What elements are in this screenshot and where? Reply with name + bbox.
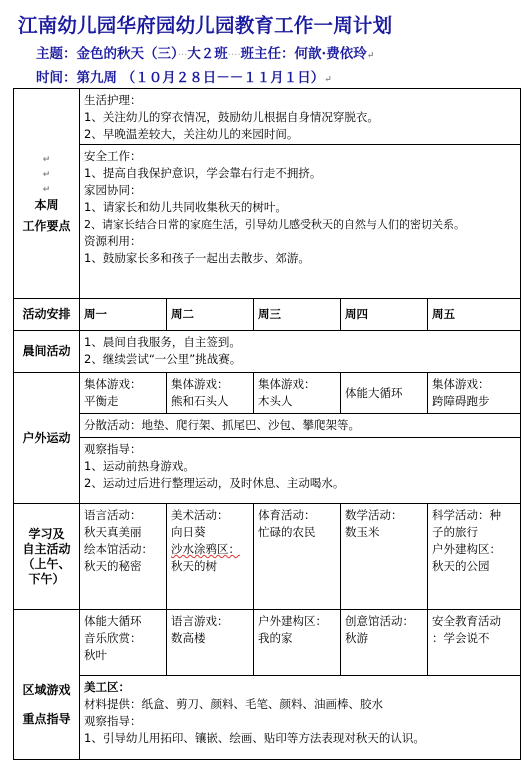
time-value: 第九周 （１０月２８日－－１１月１日） — [76, 70, 325, 86]
theme-value: 金色的秋天（三） — [76, 46, 178, 62]
outdoor-game-thu: 体能大循环 — [341, 373, 428, 414]
day-wed: 周三 — [254, 299, 341, 331]
day-tue: 周二 — [167, 299, 254, 331]
area-cells-row — [14, 610, 521, 676]
outdoor-label: 户外运动 — [14, 373, 80, 504]
class-name: 大２班 — [187, 46, 228, 62]
list-item: 安全工作： — [84, 149, 142, 163]
morning-label: 晨间活动 — [14, 331, 80, 373]
outdoor-game-wed: 集体游戏： 木头人 — [254, 373, 341, 414]
day-thu: 周四 — [341, 299, 428, 331]
teacher-value: 何歆·费依玲 — [294, 46, 367, 62]
area-mon: 体能大循环 音乐欣赏： 秋叶 — [80, 610, 167, 676]
work-points-label: ↵ ↵ ↵ 本周 工作要点 — [14, 89, 80, 299]
list-item: 2、请家长结合日常的家庭生活，引导幼儿感受秋天的自然与人们的密切关系。 — [84, 218, 465, 231]
day-mon: 周一 — [80, 299, 167, 331]
area-guide: 美工区： 材料提供：纸盒、剪刀、颜料、毛笔、颜料、油画棒、胶水 观察指导： 1、引导幼儿用拓印、镶嵌、绘画、贴印等方法表现对秋天的认识。 — [80, 676, 521, 760]
work-points-content — [80, 89, 521, 299]
work-points-row — [14, 89, 521, 299]
area-tue: 语言游戏： 数高楼 — [167, 610, 254, 676]
list-item: 1、请家长和幼儿共同收集秋天的树叶。 — [84, 200, 287, 214]
outdoor-scatter: 分散活动：地垫、爬行架、抓尾巴、沙包、攀爬架等。 — [80, 414, 521, 438]
area-wed: 户外建构区： 我的家 — [254, 610, 341, 676]
area-guide-row — [14, 676, 521, 760]
learning-row — [14, 504, 521, 610]
learning-label: 学习及 自主活动 （上午、 下午） — [14, 504, 80, 610]
outdoor-game-tue: 集体游戏： 熊和石头人 — [167, 373, 254, 414]
learning-tue: 美术活动： 向日葵 沙水涂鸦区： 秋天的树 — [167, 504, 254, 610]
time-label: 时间： — [36, 70, 77, 86]
list-item: 1、晨间自我服务，自主签到。 — [84, 335, 241, 349]
area-thu: 创意馆活动： 秋游 — [341, 610, 428, 676]
list-item: 1、鼓励家长多和孩子一起出去散步、郊游。 — [84, 251, 310, 265]
outdoor-game-fri: 集体游戏： 跨障碍跑步 — [428, 373, 521, 414]
list-item: 资源利用： — [84, 234, 142, 248]
page-title: 江南幼儿园华府园幼儿园教育工作一周计划 — [18, 14, 393, 37]
theme-label: 主题： — [36, 46, 77, 62]
learning-fri: 科学活动：种 子的旅行 户外建构区： 秋天的公园 — [428, 504, 521, 610]
learning-thu: 数学活动： 数玉米 — [341, 504, 428, 610]
outdoor-scatter-row — [14, 414, 521, 438]
area-fri: 安全教育活动 ：学会说不 — [428, 610, 521, 676]
list-item: 2、早晚温差较大，关注幼儿的来园时间。 — [84, 127, 299, 141]
day-fri: 周五 — [428, 299, 521, 331]
outdoor-games-row — [14, 373, 521, 414]
morning-content — [80, 331, 521, 373]
learning-wed: 体育活动： 忙碌的农民 — [254, 504, 341, 610]
schedule-row — [14, 299, 521, 331]
list-item: 2、继续尝试“一公里”挑战赛。 — [84, 352, 242, 366]
list-item: 1、提高自我保护意识，学会靠右行走不拥挤。 — [84, 166, 322, 180]
theme-line: 主题：金色的秋天（三）···大２班····班主任：何歆·费依玲↵ — [36, 46, 375, 62]
outdoor-game-mon: 集体游戏： 平衡走 — [80, 373, 167, 414]
document-header — [0, 0, 525, 90]
area-label: 区域游戏 重点指导 — [14, 610, 80, 760]
weekly-plan-table — [13, 88, 521, 760]
list-item: 生活护理： — [84, 93, 142, 107]
list-item: 家园协同： — [84, 183, 142, 197]
schedule-label: 活动安排 — [14, 299, 80, 331]
time-line: 时间：第九周 （１０月２８日－－１１月１日）↵ — [36, 70, 332, 86]
morning-row — [14, 331, 521, 373]
learning-mon: 语言活动： 秋天真美丽 绘本馆活动： 秋天的秘密 — [80, 504, 167, 610]
outdoor-observe: 观察指导： 1、运动前热身游戏。 2、运动过后进行整理运动，及时休息、主动喝水。 — [80, 438, 521, 504]
outdoor-observe-row — [14, 438, 521, 504]
teacher-label: 班主任： — [240, 46, 295, 62]
list-item: 1、关注幼儿的穿衣情况，鼓励幼儿根据自身情况穿脱衣。 — [84, 110, 379, 124]
